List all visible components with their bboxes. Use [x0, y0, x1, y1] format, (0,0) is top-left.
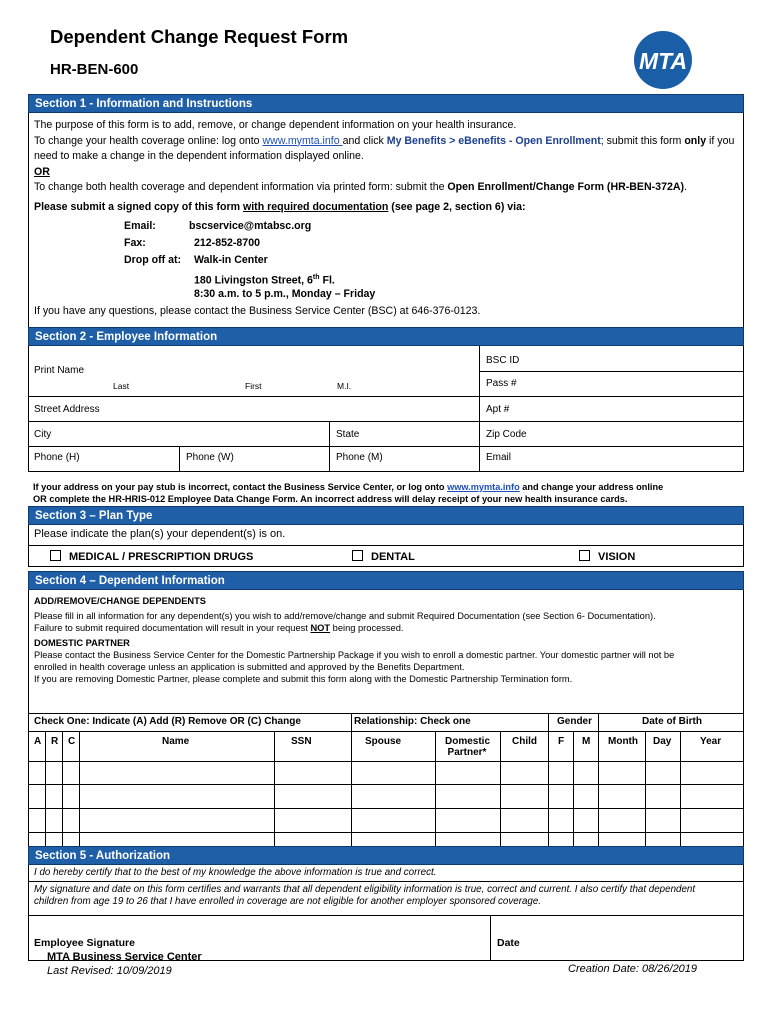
certify-text-2: My signature and date on this form certifies and warrants that all dependent eligibility information is true, correct and current. I also certify that dependent children from age 19 to 26 that I have enrolled in coverage are not eligible for another employer sponsored coverage.: [34, 884, 696, 907]
check-one-header: Check One: Indicate (A) Add (R) Remove OR (C) Change: [34, 716, 301, 727]
section-1: [28, 94, 744, 344]
submit-instructions: Please submit a signed copy of this form with required documentation (see page 2, section 6) via:: [34, 200, 526, 213]
drop-off-label: Drop off at:: [124, 254, 182, 266]
dp-text-3: If you are removing Domestic Partner, please complete and submit this form along with the Domestic Partnership Termination form.: [34, 674, 573, 684]
address-notice: If your address on your pay stub is incorrect, contact the Business Service Center, or log onto www.mymta.info and change your address online OR complete the HR-HRIS-012 Employee Data Change Form. An incorrect address will delay receipt of your new health insurance cards.: [33, 482, 664, 504]
mta-logo: [633, 30, 693, 90]
footer-revised: Last Revised: 10/09/2019: [47, 965, 172, 977]
purpose-text: The purpose of this form is to add, remove, or change dependent information on your health insurance.: [34, 119, 517, 131]
section-3-heading: Section 3 – Plan Type: [28, 506, 744, 525]
online-instructions: To change your health coverage online: log onto www.mymta.info and click My Benefits > eBenefits - Open Enrollment; submit this form only if you need to make a change in the dependent information displayed online.: [34, 134, 735, 162]
email-field[interactable]: Email: [486, 452, 512, 463]
section-4: [28, 571, 744, 856]
dependent-row[interactable]: [29, 785, 743, 808]
col-ssn: SSN: [291, 736, 312, 747]
dependent-row[interactable]: [29, 809, 743, 832]
section-5: [28, 846, 744, 961]
medical-option[interactable]: MEDICAL / PRESCRIPTION DRUGS: [50, 550, 253, 563]
email-value: bscservice@mtabsc.org: [189, 220, 312, 232]
pass-number-field[interactable]: Pass #: [480, 372, 744, 397]
vision-checkbox[interactable]: [579, 550, 590, 561]
gender-header: Gender: [557, 716, 593, 727]
col-female: F: [558, 736, 565, 747]
dental-option[interactable]: DENTAL: [352, 550, 415, 563]
footer-created: Creation Date: 08/26/2019: [568, 963, 698, 975]
col-day: Day: [653, 736, 672, 747]
form-title: Dependent Change Request Form: [50, 26, 349, 47]
email-label: Email:: [124, 220, 156, 232]
col-month: Month: [608, 736, 638, 747]
plan-type-options: [29, 545, 743, 567]
section-1-body: [28, 113, 744, 344]
city-field[interactable]: City: [29, 422, 330, 447]
dp-text-1: Please contact the Business Service Center for the Domestic Partnership Package if you wish to enroll a domestic partner. Your domestic partner will not be: [34, 650, 675, 660]
section-3: [28, 506, 744, 567]
dp-text-2: enrolled in health coverage unless an application is submitted and approved by the Benefits Department.: [34, 662, 465, 672]
date-field[interactable]: Date: [497, 937, 520, 949]
or-separator: OR: [34, 165, 50, 178]
questions-text: If you have any questions, please contact the Business Service Center (BSC) at 646-376-0123.: [34, 305, 481, 317]
col-name: Name: [162, 736, 190, 747]
print-instructions: To change both health coverage and dependent information via printed form: submit the Open Enrollment/Change Form (HR-BEN-372A).: [34, 181, 687, 193]
col-male: M: [582, 736, 591, 747]
section-2-heading: Section 2 - Employee Information: [28, 327, 744, 346]
col-year: Year: [700, 736, 722, 747]
vision-option[interactable]: VISION: [579, 550, 635, 563]
employee-signature-field[interactable]: Employee Signature: [29, 916, 491, 960]
section-4-heading: Section 4 – Dependent Information: [28, 571, 744, 590]
hours-line: 8:30 a.m. to 5 p.m., Monday – Friday: [194, 288, 376, 300]
add-remove-heading: ADD/REMOVE/CHANGE DEPENDENTS: [34, 596, 207, 606]
col-change: C: [68, 736, 76, 747]
zip-code-field[interactable]: Zip Code: [480, 422, 744, 447]
domestic-partner-heading: DOMESTIC PARTNER: [34, 638, 130, 648]
address-line: 180 Livingston Street, 6th Fl.: [194, 274, 335, 287]
apt-field[interactable]: Apt #: [480, 397, 744, 422]
failure-warning: Failure to submit required documentation will result in your request NOT being processed.: [34, 623, 404, 633]
section-5-heading: Section 5 - Authorization: [28, 846, 744, 865]
col-domestic-partner: Domestic Partner*: [445, 736, 491, 758]
state-field[interactable]: State: [330, 422, 480, 447]
mymta-link-2[interactable]: www.mymta.info: [447, 482, 520, 492]
bsc-id-field[interactable]: BSC ID: [480, 346, 744, 372]
col-add: A: [34, 736, 42, 747]
dental-checkbox[interactable]: [352, 550, 363, 561]
employee-info-grid: [28, 346, 744, 472]
certify-text-1: I do hereby certify that to the best of my knowledge the above information is true and correct.: [34, 867, 437, 878]
dependent-info-body: [28, 590, 744, 856]
dependent-row[interactable]: [29, 762, 743, 784]
authorization-body: [28, 865, 744, 961]
col-remove: R: [51, 736, 59, 747]
drop-off-value: Walk-in Center: [194, 254, 268, 266]
col-spouse: Spouse: [365, 736, 402, 747]
section-2: [28, 327, 744, 472]
footer-left: [47, 950, 202, 978]
phone-work-field[interactable]: Phone (W): [180, 447, 330, 471]
form-id: HR-BEN-600: [50, 61, 139, 78]
print-name-field[interactable]: Print Name Last First M.I.: [29, 346, 480, 397]
fill-instructions: Please fill in all information for any dependent(s) you wish to add/remove/change and submit Required Documentation (see Section 6- Documentation).: [34, 611, 656, 621]
fax-value: 212-852-8700: [194, 237, 260, 249]
col-child: Child: [512, 736, 537, 747]
street-address-field[interactable]: Street Address: [29, 397, 480, 422]
phone-mobile-field[interactable]: Phone (M): [330, 447, 480, 471]
logo-text: MTA: [638, 48, 688, 74]
plan-type-note: Please indicate the plan(s) your dependent(s) is on.: [34, 528, 286, 540]
mymta-link[interactable]: www.mymta.info: [262, 134, 343, 147]
medical-checkbox[interactable]: [50, 550, 61, 561]
section-1-heading: Section 1 - Information and Instructions: [28, 94, 744, 113]
relationship-header: Relationship: Check one: [354, 716, 471, 727]
dob-header: Date of Birth: [642, 716, 702, 727]
phone-home-field[interactable]: Phone (H): [29, 447, 180, 471]
footer-org: MTA Business Service Center: [47, 951, 202, 963]
plan-type-body: [28, 525, 744, 567]
fax-label: Fax:: [124, 237, 146, 249]
